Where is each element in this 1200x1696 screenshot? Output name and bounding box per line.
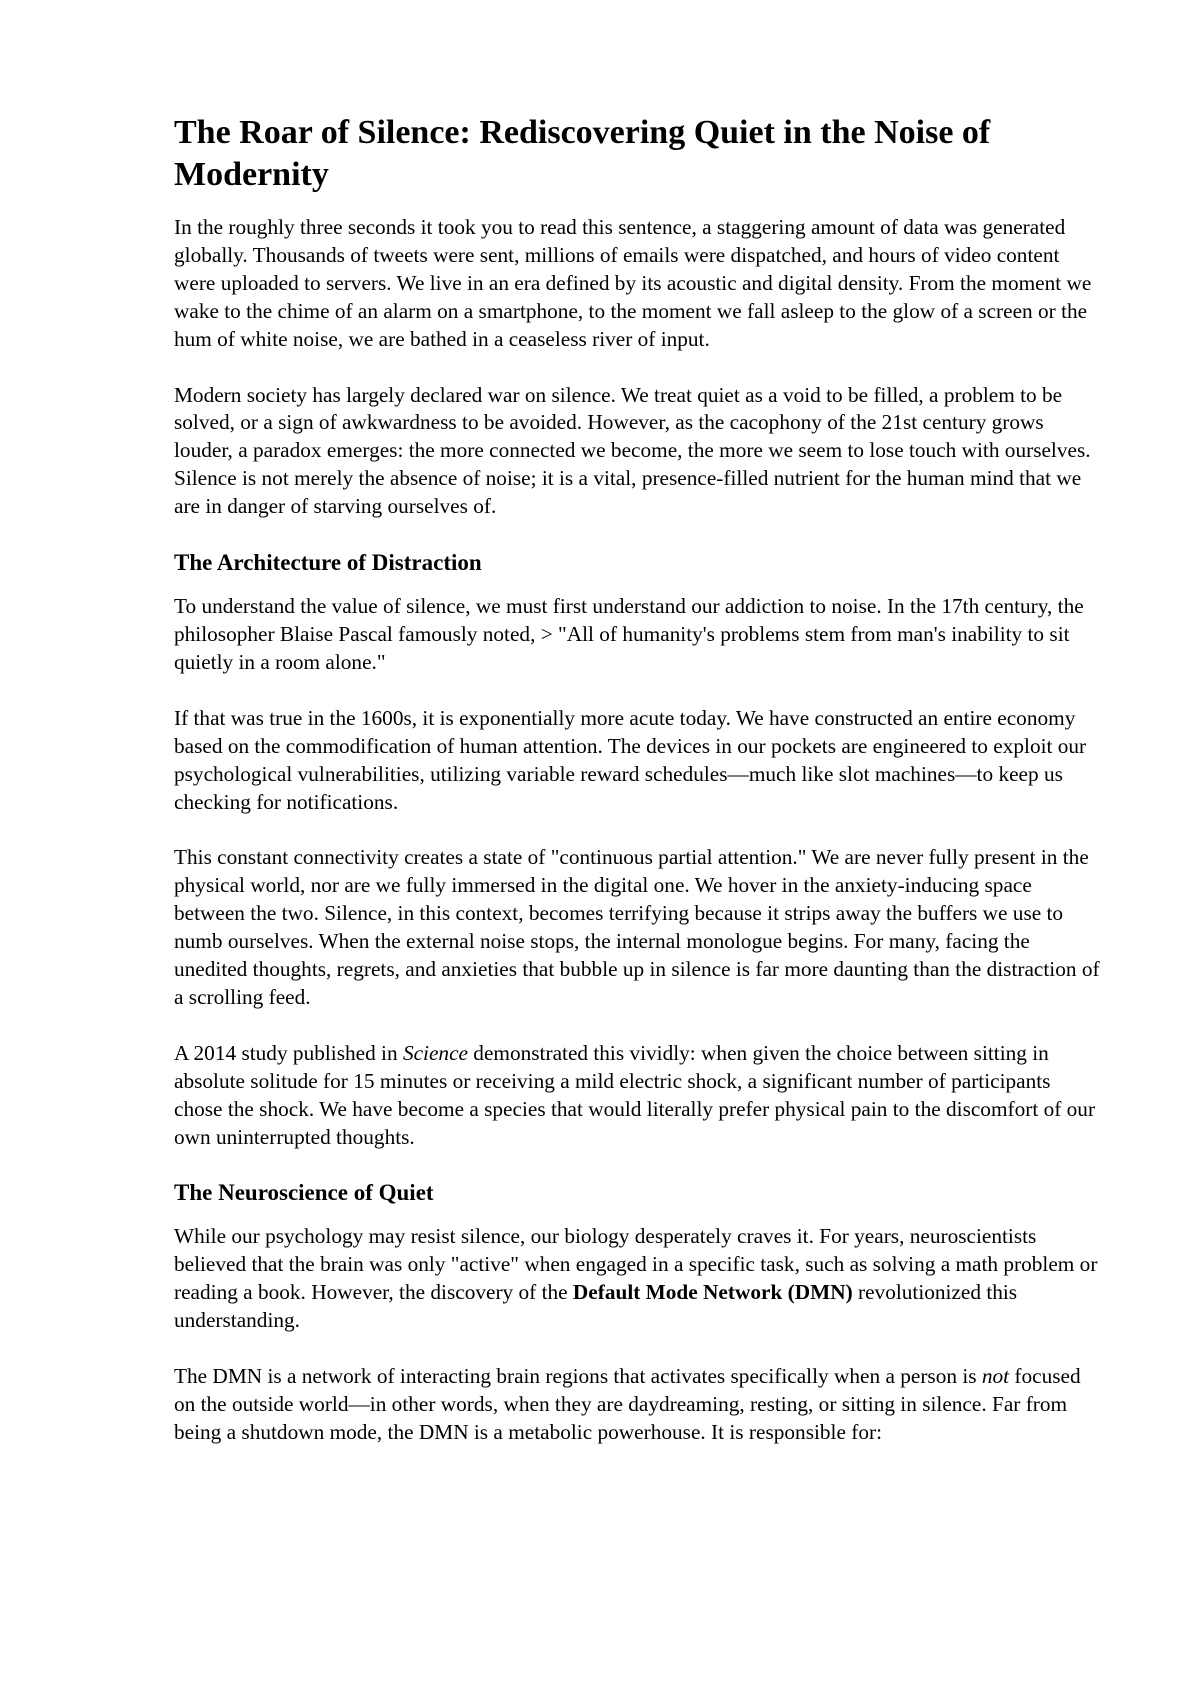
section1-paragraph-3: This constant connectivity creates a state of "continuous partial attention." We are never fully present in the physical world, nor are we fully immersed in the digital one. We hover in the anxiety-inducing space between the two. Silence, in this context, becomes terrifying because it strips away the buffers we use to numb ourselves. When the external noise stops, the internal monologue begins. For many, facing the unedited thoughts, regrets, and anxieties that bubble up in silence is far more daunting than the distraction of a scrolling feed. (174, 845, 1100, 1009)
dmn-desc-end: focused on the outside world—in other words, when they are daydreaming, resting, or sitting in silence. Far from being a shutdown mode, the DMN is a metabolic powerhouse. It is responsible for: (174, 1364, 1081, 1444)
study-text-end: demonstrated this vividly: when given the choice between sitting in absolute solitude for 15 minutes or receiving a mild electric shock, a significant number of participants chose the shock. We have become a species that would literally prefer physical pain to the discomfort of our own uninterrupted thoughts. (174, 1040, 1096, 1149)
section-heading-architecture: The Architecture of Distraction (174, 550, 482, 576)
section1-paragraph-2: If that was true in the 1600s, it is exponentially more acute today. We have constructed an entire economy based on the commodification of human attention. The devices in our pockets are engineered to exploit our psychological vulnerabilities, utilizing variable reward schedules—much like slot machines—to keep us checking for notifications. (174, 705, 1087, 814)
dmn-desc-start: The DMN is a network of interacting brain regions that activates specifically when a person is (174, 1364, 982, 1389)
intro-paragraph-1: In the roughly three seconds it took you to read this sentence, a staggering amount of data was generated globally. Thousands of tweets were sent, millions of emails were dispatched, and hours of video content were uploaded to servers. We live in an era defined by its acoustic and digital density. From the moment we wake to the chime of an alarm on a smartphone, to the moment we fall asleep to the glow of a screen or the hum of white noise, we are bathed in a ceaseless river of input. (174, 215, 1092, 351)
dmn-term: Default Mode Network (DMN) (572, 1280, 853, 1305)
study-text-start: A 2014 study published in (174, 1040, 403, 1065)
section-heading-neuroscience: The Neuroscience of Quiet (174, 1180, 434, 1206)
article-title: The Roar of Silence: Rediscovering Quiet in the Noise of Modernity (174, 114, 991, 193)
section1-paragraph-4 (174, 1040, 1104, 1152)
journal-name: Science (402, 1040, 468, 1065)
document-page (174, 112, 1104, 1447)
section2-paragraph-2 (174, 1363, 1104, 1447)
emphasis-not: not (981, 1364, 1010, 1389)
dmn-intro-end: revolutionized this understanding. (174, 1280, 1018, 1333)
section2-paragraph-1 (174, 1223, 1104, 1335)
dmn-intro-start: While our psychology may resist silence, our biology desperately craves it. For years, neuroscientists believed that the brain was only "active" when engaged in a specific task, such as solving a math problem or reading a book. However, the discovery of the (174, 1224, 1098, 1305)
section1-paragraph-1: To understand the value of silence, we must first understand our addiction to noise. In the 17th century, the philosopher Blaise Pascal famously noted, > "All of humanity's problems stem from man's inability to sit quietly in a room alone." (174, 594, 1084, 674)
intro-paragraph-2: Modern society has largely declared war on silence. We treat quiet as a void to be filled, a problem to be solved, or a sign of awkwardness to be avoided. However, as the cacophony of the 21st century grows louder, a paradox emerges: the more connected we become, the more we seem to lose touch with ourselves. Silence is not merely the absence of noise; it is a vital, presence-filled nutrient for the human mind that we are in danger of starving ourselves of. (174, 382, 1091, 519)
